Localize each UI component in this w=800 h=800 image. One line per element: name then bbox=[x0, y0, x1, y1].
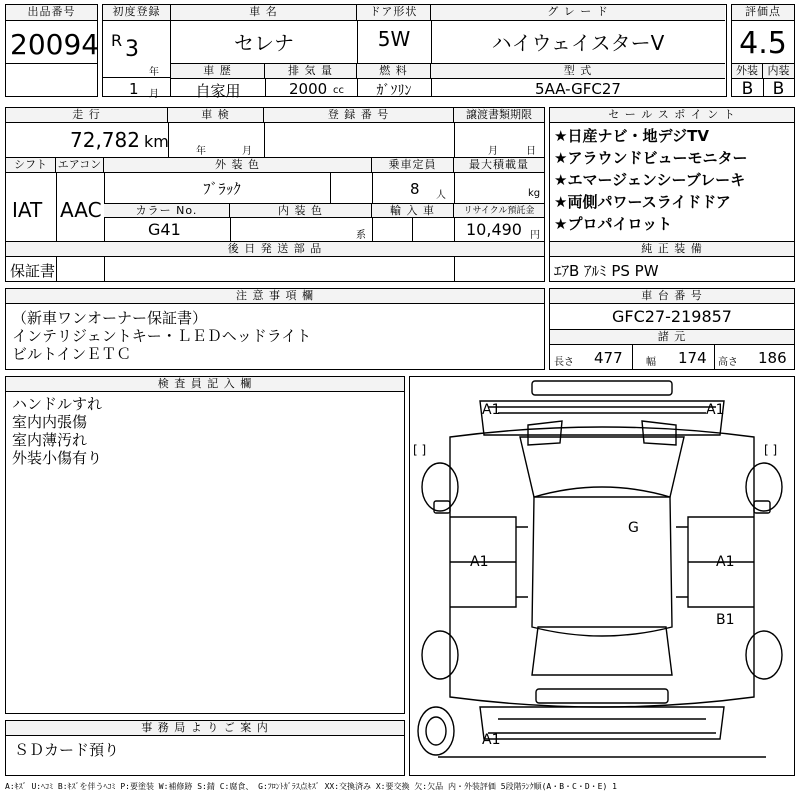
width-label: 幅 bbox=[646, 357, 656, 368]
model-code: 5AA-GFC27 bbox=[535, 80, 621, 98]
mileage-label: 走 行 bbox=[6, 108, 168, 123]
interior-label: 内装 bbox=[763, 64, 794, 79]
specs-label: 諸 元 bbox=[550, 330, 794, 345]
inspector-line: 室内薄汚れ bbox=[12, 431, 88, 449]
lot-number-cell bbox=[5, 4, 98, 97]
mileage-unit: km bbox=[144, 132, 169, 151]
inspector-line: 外装小傷有り bbox=[12, 449, 103, 467]
later-parts-label: 後 日 発 送 部 品 bbox=[6, 242, 544, 257]
grade-label: グ レ ー ド bbox=[431, 5, 725, 21]
insp-month-unit: 月 bbox=[242, 146, 252, 157]
length: 477 bbox=[594, 349, 623, 367]
capacity-unit: 人 bbox=[436, 190, 446, 201]
car-diagram bbox=[409, 376, 795, 776]
shift: IAT bbox=[12, 198, 43, 222]
car-name-label: 車 名 bbox=[171, 5, 357, 21]
inspector-box bbox=[5, 376, 405, 714]
first-reg-cell bbox=[102, 4, 171, 100]
color-no-label: カラー No. bbox=[104, 204, 230, 218]
exterior-label: 外装 bbox=[732, 64, 763, 79]
history-label: 車 歴 bbox=[171, 64, 265, 79]
load-label: 最大積載量 bbox=[454, 158, 544, 173]
height-label: 高さ bbox=[718, 357, 738, 368]
score: 4.5 bbox=[739, 26, 787, 61]
mark-right-rear: B1 bbox=[716, 612, 735, 628]
later-parts: 保証書 bbox=[10, 262, 56, 280]
door-label: ドア形状 bbox=[357, 5, 431, 21]
note-line: ビルトインＥＴＣ bbox=[12, 345, 132, 363]
lot-number: 20094 bbox=[10, 28, 100, 61]
equipment: ｴｱB ｱﾙﾐ PS PW bbox=[554, 262, 659, 280]
equipment-label: 純 正 装 備 bbox=[550, 242, 794, 257]
exterior-color: ﾌﾞﾗｯｸ bbox=[203, 180, 241, 198]
mark-rear: A1 bbox=[482, 732, 501, 748]
length-label: 長さ bbox=[554, 357, 574, 368]
height: 186 bbox=[758, 349, 787, 367]
era: R bbox=[111, 31, 123, 50]
bracket-right: [ ] bbox=[764, 443, 778, 457]
sales-point: ★エマージェンシーブレーキ bbox=[554, 171, 746, 189]
mark-front-right: A1 bbox=[706, 402, 725, 418]
note-line: （新車ワンオーナー保証書） bbox=[12, 309, 208, 327]
reg-year: 3 bbox=[125, 37, 139, 62]
recycle-label: リサイクル預託金 bbox=[454, 204, 544, 218]
inspector-line: ハンドルすれ bbox=[12, 395, 103, 413]
sales-point: ★プロパイロット bbox=[554, 215, 673, 233]
import-label: 輸 入 車 bbox=[372, 204, 454, 218]
mark-left-door: A1 bbox=[470, 554, 489, 570]
inspection-label: 車 検 bbox=[168, 108, 264, 123]
mark-front-left: A1 bbox=[482, 402, 501, 418]
details-table bbox=[5, 107, 545, 282]
year-unit: 年 bbox=[149, 67, 159, 78]
int-color-unit: 系 bbox=[356, 230, 366, 241]
inspector-line: 室内内張傷 bbox=[12, 413, 88, 431]
vehicle-info-grid bbox=[171, 4, 727, 100]
transfer-label: 譲渡書類期限 bbox=[454, 108, 544, 123]
fuel-label: 燃 料 bbox=[357, 64, 431, 79]
displacement: 2000 bbox=[289, 80, 328, 98]
mark-right-door: A1 bbox=[716, 554, 735, 570]
car-outline bbox=[410, 377, 794, 775]
exterior-grade: B bbox=[741, 79, 754, 99]
model-label: 型 式 bbox=[431, 64, 725, 79]
notes-label: 注 意 事 項 欄 bbox=[6, 289, 544, 304]
sales-points-box bbox=[549, 107, 795, 282]
grade: ハイウェイスターV bbox=[491, 31, 665, 55]
chassis-number: GFC27-219857 bbox=[612, 307, 732, 326]
inspector-label: 検 査 員 記 入 欄 bbox=[6, 377, 404, 392]
int-color-label: 内 装 色 bbox=[230, 204, 372, 218]
history: 自家用 bbox=[195, 82, 241, 100]
reg-month: 1 bbox=[129, 80, 139, 98]
sales-point: ★アラウンドビューモニター bbox=[554, 149, 748, 167]
transfer-month-unit: 月 bbox=[488, 146, 498, 157]
mileage: 72,782 bbox=[70, 128, 140, 152]
plate-label: 登 録 番 号 bbox=[264, 108, 454, 123]
color-label: 外 装 色 bbox=[104, 158, 372, 173]
note-line: インテリジェントキー・ＬＥＤヘッドライト bbox=[12, 327, 312, 345]
capacity: 8 bbox=[410, 180, 420, 198]
color-no: G41 bbox=[148, 220, 181, 239]
mark-glass: G bbox=[628, 520, 639, 536]
month-unit: 月 bbox=[149, 89, 159, 100]
office-note: ＳＤカード預り bbox=[14, 741, 120, 759]
insp-year-unit: 年 bbox=[196, 146, 206, 157]
ac-label: エアコン bbox=[56, 158, 104, 173]
office-label: 事 務 局 よ り ご 案 内 bbox=[6, 721, 404, 736]
recycle-unit: 円 bbox=[530, 230, 540, 241]
interior-grade: B bbox=[772, 79, 785, 99]
car-name: セレナ bbox=[234, 31, 294, 55]
capacity-label: 乗車定員 bbox=[372, 158, 454, 173]
displacement-unit: cc bbox=[333, 85, 344, 96]
transfer-day-unit: 日 bbox=[526, 146, 536, 157]
chassis-label: 車 台 番 号 bbox=[550, 289, 794, 304]
displacement-label: 排 気 量 bbox=[265, 64, 357, 79]
sales-point: ★両側パワースライドドア bbox=[554, 193, 731, 211]
score-cell bbox=[731, 4, 795, 97]
shift-label: シフト bbox=[6, 158, 56, 173]
width: 174 bbox=[678, 349, 707, 367]
sales-points-label: セ ー ル ス ポ イ ン ト bbox=[550, 108, 794, 123]
office-box bbox=[5, 720, 405, 776]
lot-number-label: 出品番号 bbox=[6, 5, 97, 21]
ac: AAC bbox=[60, 198, 102, 222]
recycle-fee: 10,490 bbox=[466, 220, 522, 239]
notes-box bbox=[5, 288, 545, 370]
sales-point: ★日産ナビ・地デジTV bbox=[554, 127, 709, 145]
legend: A:ｷｽﾞ U:ﾍｺﾐ B:ｷｽﾞを伴うﾍｺﾐ P:要塗装 W:補修跡 S:錆 C:腐食、 G:ﾌﾛﾝﾄｶﾞﾗｽ点ｷｽﾞ XX:交換済み X:要交換 欠:欠品 内・外装評価 5段階ﾗﾝｸ順(A・B・C・D・E) 1 bbox=[5, 782, 617, 791]
load-unit: kg bbox=[528, 188, 541, 199]
door-type: 5W bbox=[377, 27, 411, 51]
header-table bbox=[5, 4, 795, 101]
first-reg-label: 初度登録 bbox=[103, 5, 170, 21]
fuel: ｶﾞｿﾘﾝ bbox=[376, 83, 412, 99]
chassis-box bbox=[549, 288, 795, 370]
bracket-left: [ ] bbox=[413, 443, 427, 457]
score-label: 評価点 bbox=[732, 5, 794, 21]
sales-points-list bbox=[550, 125, 794, 235]
